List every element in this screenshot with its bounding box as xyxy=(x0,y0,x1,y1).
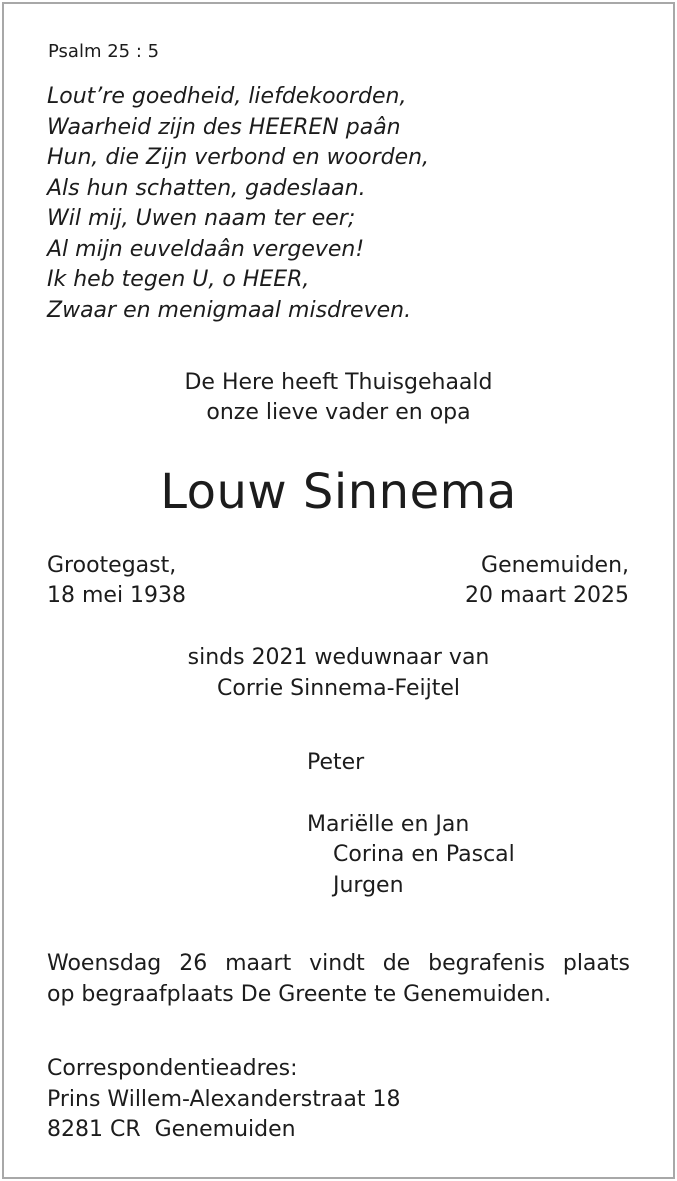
grandchild: Jurgen xyxy=(333,872,404,898)
family-spacer xyxy=(307,779,515,810)
announcement-intro xyxy=(0,368,677,428)
funeral-line-1: Woensdag 26 maart vindt de begrafenis plaats xyxy=(47,951,630,976)
family-member: Peter xyxy=(307,750,365,775)
verse-line: Waarheid zijn des HEEREN paân xyxy=(47,114,401,140)
address-label: Correspondentieadres: xyxy=(47,1056,298,1081)
family-list xyxy=(307,748,515,901)
psalm-reference: Psalm 25 : 5 xyxy=(48,41,160,62)
funeral-line-2: op begraafplaats De Greente te Genemuiden. xyxy=(47,982,552,1007)
verse-line: Hun, die Zijn verbond en woorden, xyxy=(47,145,430,170)
deceased-name: Louw Sinnema xyxy=(160,464,517,520)
psalm-verse xyxy=(47,82,429,326)
widow-line-1: sinds 2021 weduwnaar van xyxy=(187,645,490,670)
birth-place: Grootegast, xyxy=(47,553,177,578)
address-postal-city: 8281 CR Genemuiden xyxy=(47,1117,296,1142)
death-date: 20 maart 2025 xyxy=(464,583,629,608)
address-street: Prins Willem-Alexanderstraat 18 xyxy=(47,1086,401,1112)
widower-statement xyxy=(0,642,677,704)
intro-line-2: onze lieve vader en opa xyxy=(206,400,471,425)
funeral-details xyxy=(47,948,630,1010)
death-info xyxy=(465,551,629,611)
death-place: Genemuiden, xyxy=(481,553,629,578)
verse-line: Als hun schatten, gadeslaan. xyxy=(47,175,366,201)
birth-info xyxy=(47,551,186,611)
correspondence-address xyxy=(47,1054,400,1146)
verse-line: Al mijn euveldaân vergeven! xyxy=(47,236,365,262)
birth-date: 18 mei 1938 xyxy=(47,583,187,608)
verse-line: Lout’re goedheid, liefdekoorden, xyxy=(47,84,407,109)
verse-line: Wil mij, Uwen naam ter eer; xyxy=(47,206,356,231)
family-member: Mariëlle en Jan xyxy=(307,811,470,837)
intro-line-1: De Here heeft Thuisgehaald xyxy=(184,370,493,395)
verse-line: Zwaar en menigmaal misdreven. xyxy=(47,297,412,323)
grandchild: Corina en Pascal xyxy=(333,842,515,867)
verse-line: Ik heb tegen U, o HEER, xyxy=(47,267,310,292)
widow-line-2: Corrie Sinnema-Feijtel xyxy=(217,676,460,701)
